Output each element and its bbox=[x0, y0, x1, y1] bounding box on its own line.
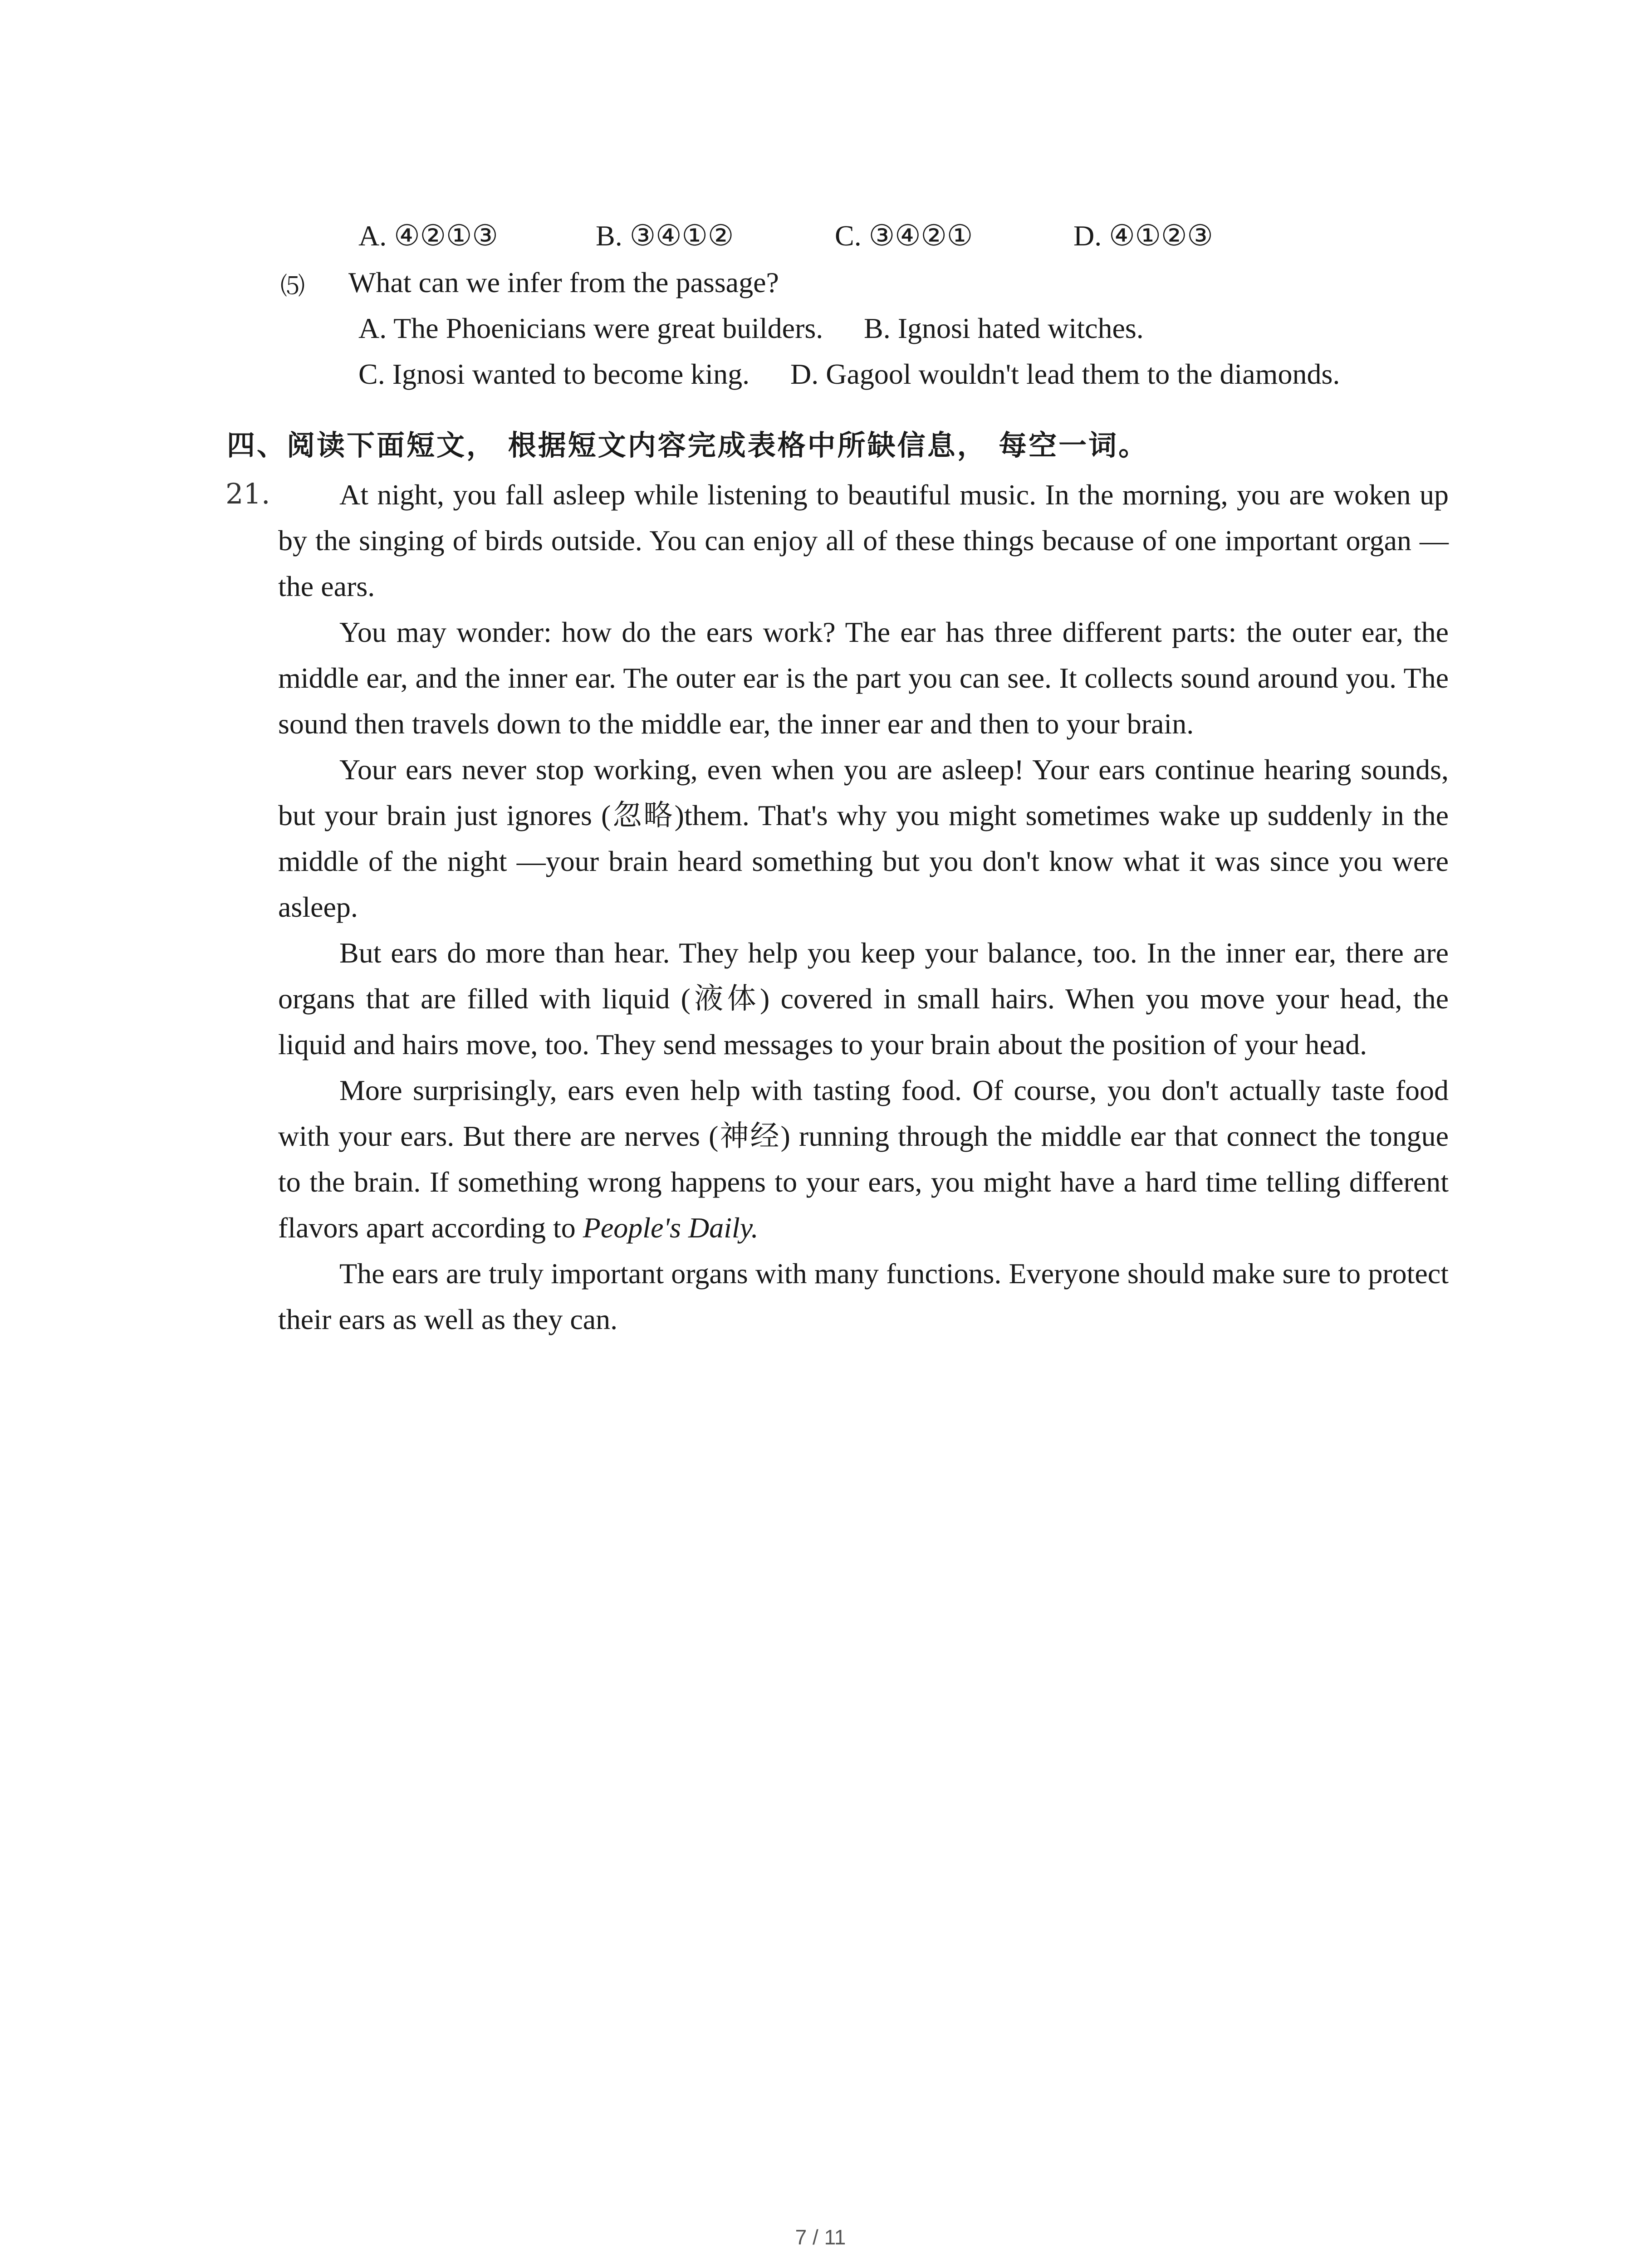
section-heading: 四、阅读下面短文， 根据短文内容完成表格中所缺信息， 每空一词。 bbox=[227, 429, 1149, 462]
question-number: 21. bbox=[225, 477, 270, 510]
q5-option-a: A. The Phoenicians were great builders. bbox=[358, 312, 823, 344]
passage-paragraph-4: But ears do more than hear. They help you keep your balance, too. In the inner ear, there are organs that are filled with liquid (液体) covered in small hairs. When you move your head, the liquid and hairs move, too. They send messages to your brain about the position of your head. bbox=[278, 937, 1449, 1061]
page-number: 7 / 11 bbox=[795, 2225, 846, 2249]
passage-paragraph-3: Your ears never stop working, even when you are asleep! Your ears continue hearing sounds, but your brain just ignores (忽略)them. That's why you might sometimes wake up suddenly in the middle of the night —your brain heard something but you don't know what it was since you were asleep. bbox=[278, 753, 1449, 923]
q5-option-c: C. Ignosi wanted to become king. bbox=[358, 358, 750, 390]
source-citation: People's Daily. bbox=[583, 1212, 759, 1244]
q5-stem: What can we infer from the passage? bbox=[348, 266, 779, 298]
passage-paragraph-1: At night, you fall asleep while listening to beautiful music. In the morning, you are woken up by the singing of birds outside. You can enjoy all of these things because of one important organ — the ears. bbox=[278, 479, 1449, 602]
q4-option-c: C. ③④②① bbox=[835, 220, 973, 252]
passage-paragraph-5 bbox=[278, 1067, 1449, 1251]
paragraph-5-text: More surprisingly, ears even help with tasting food. Of course, you don't actually taste food with your ears. But there are nerves (神经) running through the middle ear that connect the tongue to the brain. If something wrong happens to your ears, you might have a hard time telling different flavors apart according to bbox=[278, 1074, 1449, 1244]
q4-option-a: A. ④②①③ bbox=[358, 220, 498, 252]
q5-option-d: D. Gagool wouldn't lead them to the diamonds. bbox=[790, 358, 1340, 390]
q5-number: ⑸ bbox=[280, 272, 305, 300]
passage-paragraph-6: The ears are truly important organs with many functions. Everyone should make sure to protect their ears as well as they can. bbox=[278, 1257, 1449, 1335]
q4-option-b: B. ③④①② bbox=[596, 220, 734, 252]
passage-paragraph-2: You may wonder: how do the ears work? The ear has three different parts: the outer ear, the middle ear, and the inner ear. The outer ear is the part you can see. It collects sound around you. The sound then travels down to the middle ear, the inner ear and then to your brain. bbox=[278, 616, 1449, 740]
q5-option-b: B. Ignosi hated witches. bbox=[864, 312, 1144, 344]
q4-option-d: D. ④①②③ bbox=[1073, 220, 1213, 252]
reading-passage bbox=[278, 472, 1449, 1342]
